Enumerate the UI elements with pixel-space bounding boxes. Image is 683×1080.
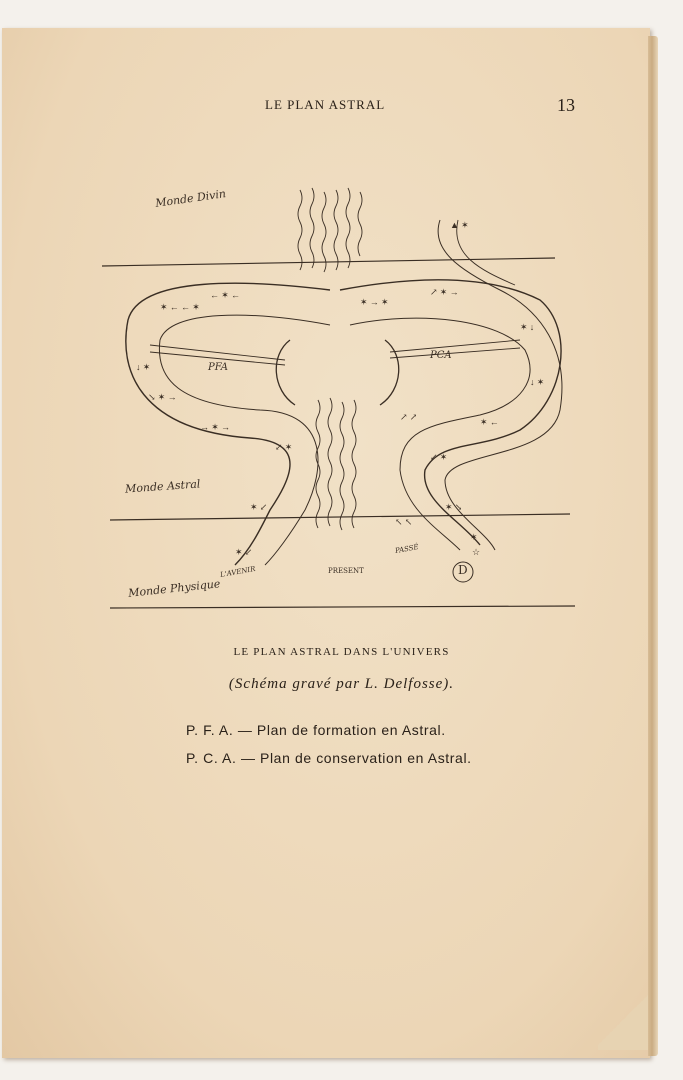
svg-text:↓ ✶: ↓ ✶ (530, 377, 545, 387)
svg-text:✶ ↙: ✶ ↙ (250, 502, 268, 512)
running-head: LE PLAN ASTRAL (265, 97, 386, 112)
label-monde-divin: Monde Divin (154, 187, 227, 210)
legend-pca: P. C. A. — Plan de conservation en Astral. (186, 750, 472, 766)
svg-text:↗ ↗: ↗ ↗ (400, 412, 418, 422)
svg-text:▲ ✶: ▲ ✶ (450, 220, 469, 230)
svg-text:✶ ↘: ✶ ↘ (445, 502, 463, 512)
astral-plane-diagram (100, 180, 580, 620)
label-pfa: PFA (208, 362, 229, 373)
left-arc (276, 340, 295, 405)
page-number: 13 (557, 95, 575, 115)
svg-text:☆: ☆ (472, 547, 481, 557)
upper-wavy-column (298, 188, 362, 272)
label-avenir: L'AVENIR (219, 564, 257, 580)
lower-plane-line (110, 606, 575, 608)
figure-caption-credit: (Schéma gravé par L. Delfosse). (228, 676, 455, 692)
right-arc (380, 340, 399, 405)
lower-wavy-column (316, 398, 356, 530)
svg-text:✶ → ✶: ✶ → ✶ (360, 297, 389, 307)
svg-text:✶ ↓: ✶ ↓ (520, 322, 535, 332)
page-edge (648, 36, 658, 1056)
diagram-drawing (100, 180, 580, 620)
flow-marks (136, 220, 544, 557)
svg-text:↘ ✶ →: ↘ ✶ → (148, 392, 177, 402)
label-pca: PCA (430, 350, 452, 361)
page-corner-fold (598, 990, 648, 1050)
svg-text:↖ ↖: ↖ ↖ (395, 517, 413, 527)
svg-text:✶ ↙: ✶ ↙ (235, 547, 253, 557)
upper-plane-line (102, 258, 555, 266)
svg-text:✶ ← ← ✶: ✶ ← ← ✶ (160, 302, 200, 312)
label-present: PRESENT (328, 567, 364, 575)
svg-text:✶: ✶ (470, 532, 478, 542)
svg-text:↙ ✶: ↙ ✶ (430, 452, 448, 462)
svg-text:↓ ✶: ↓ ✶ (136, 362, 151, 372)
label-monde-physique: Monde Physique (127, 577, 221, 600)
svg-text:↗ ✶ →: ↗ ✶ → (430, 287, 459, 297)
label-passe: PASSÉ (394, 543, 420, 555)
svg-text:← ✶ ←: ← ✶ ← (210, 290, 241, 300)
engraver-signature: D (458, 563, 468, 577)
legend-pfa: P. F. A. — Plan de formation en Astral. (186, 722, 446, 738)
svg-text:✶ ←: ✶ ← (480, 417, 499, 427)
figure-caption-title: LE PLAN ASTRAL DANS L'UNIVERS (233, 646, 450, 658)
label-monde-astral: Monde Astral (124, 477, 201, 496)
svg-text:→ ✶ →: → ✶ → (200, 422, 231, 432)
svg-text:↙ ✶: ↙ ✶ (275, 442, 293, 452)
left-loop-inner (159, 315, 330, 565)
